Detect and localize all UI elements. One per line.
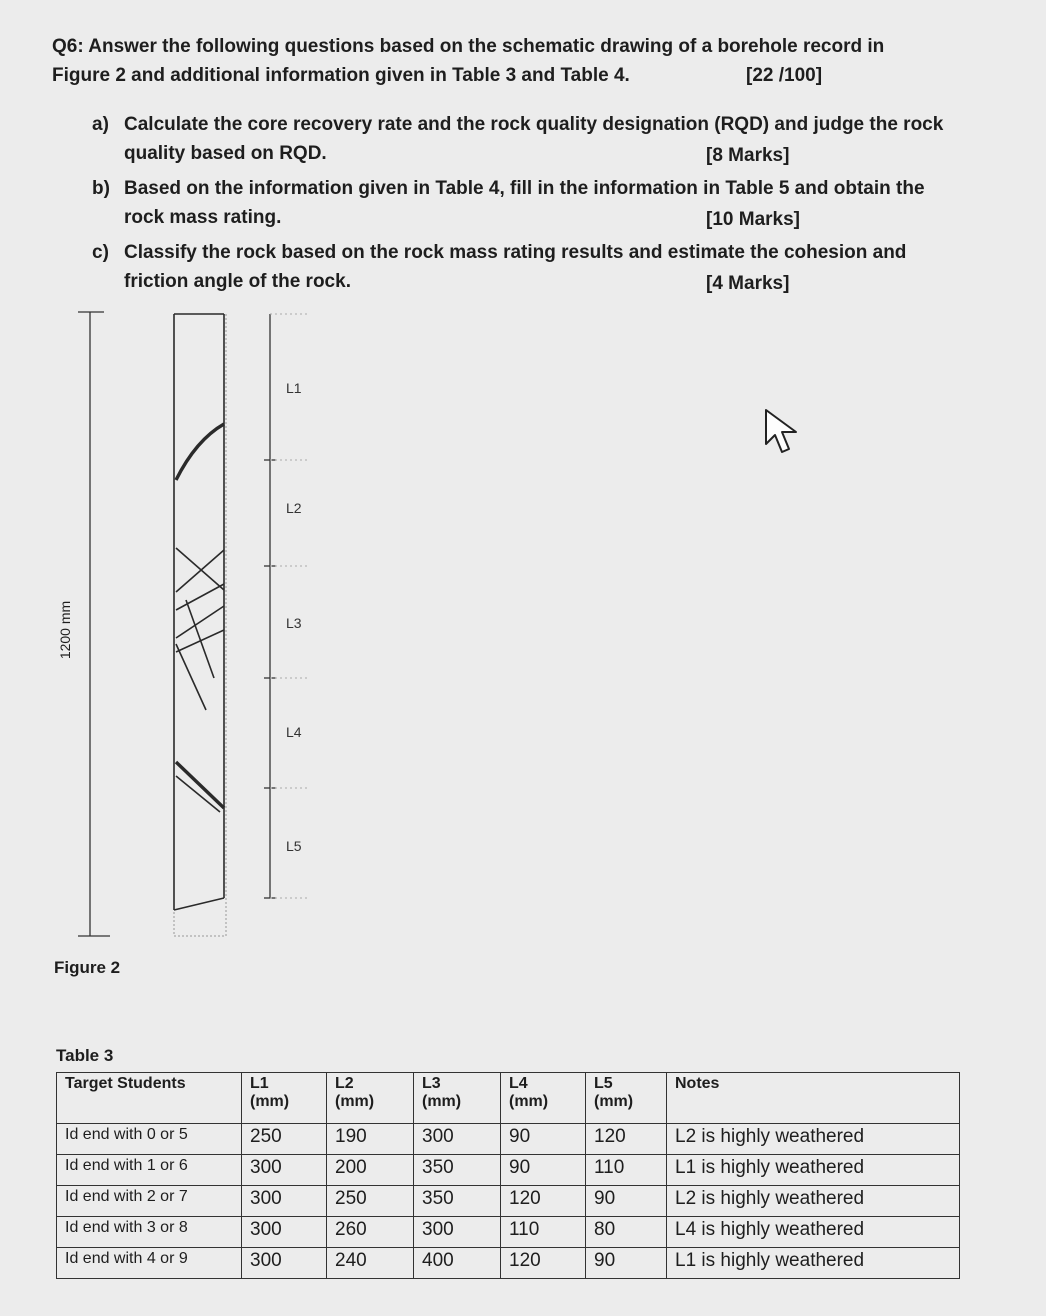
segment-label-l2: L2	[286, 500, 302, 516]
item-b	[92, 174, 1034, 232]
cell-l1: 300	[242, 1248, 327, 1279]
cell-l1: 300	[242, 1217, 327, 1248]
table3-title: Table 3	[56, 1046, 114, 1065]
figure-caption: Figure 2	[54, 958, 121, 977]
cell-l2: 250	[327, 1186, 414, 1217]
item-c	[92, 238, 1034, 296]
item-b-marks: [10 Marks]	[706, 209, 800, 230]
cell-l4: 110	[501, 1217, 586, 1248]
core-column	[174, 314, 224, 910]
question-marks: [22 /100]	[746, 65, 823, 86]
cell-l1: 300	[242, 1155, 327, 1186]
header-l2: L2 (mm)	[327, 1073, 414, 1124]
item-c-label: c)	[92, 242, 109, 263]
item-b-line-2: rock mass rating.	[124, 207, 282, 228]
cell-target: Id end with 3 or 8	[57, 1217, 242, 1248]
cell-l3: 300	[414, 1217, 501, 1248]
cell-l3: 350	[414, 1186, 501, 1217]
cell-l2: 240	[327, 1248, 414, 1279]
dimension-line	[78, 312, 110, 936]
item-b-label: b)	[92, 178, 110, 199]
cell-l5: 120	[586, 1124, 667, 1155]
cell-l5: 80	[586, 1217, 667, 1248]
table-header-row	[57, 1073, 960, 1124]
table3	[56, 1072, 960, 1279]
cell-l3: 400	[414, 1248, 501, 1279]
item-c-line-1: Classify the rock based on the rock mass rating results and estimate the cohesion and	[124, 242, 907, 263]
header-l1: L1 (mm)	[242, 1073, 327, 1124]
table-row	[57, 1155, 960, 1186]
question-line-2: Figure 2 and additional information given in Table 3 and Table 4.	[52, 65, 630, 86]
cell-l4: 120	[501, 1248, 586, 1279]
item-c-marks: [4 Marks]	[706, 273, 790, 294]
segment-label-l5: L5	[286, 838, 302, 854]
cell-l4: 90	[501, 1155, 586, 1186]
dimension-label: 1200 mm	[57, 600, 73, 660]
item-a-line-2: quality based on RQD.	[124, 143, 327, 164]
cell-target: Id end with 2 or 7	[57, 1186, 242, 1217]
mouse-pointer-icon	[762, 406, 806, 460]
item-a	[92, 110, 1034, 168]
cell-l2: 260	[327, 1217, 414, 1248]
cell-l2: 190	[327, 1124, 414, 1155]
cell-notes: L1 is highly weathered	[667, 1248, 960, 1279]
cell-l3: 350	[414, 1155, 501, 1186]
item-a-label: a)	[92, 114, 109, 135]
header-notes: Notes	[667, 1073, 960, 1124]
cell-l2: 200	[327, 1155, 414, 1186]
question-header	[52, 32, 1012, 90]
cell-notes: L4 is highly weathered	[667, 1217, 960, 1248]
cell-target: Id end with 0 or 5	[57, 1124, 242, 1155]
cell-l4: 90	[501, 1124, 586, 1155]
cell-l5: 110	[586, 1155, 667, 1186]
cell-target: Id end with 1 or 6	[57, 1155, 242, 1186]
item-c-line-2: friction angle of the rock.	[124, 271, 351, 292]
item-b-line-1: Based on the information given in Table 4, fill in the information in Table 5 and obtain the	[124, 178, 925, 199]
table-row	[57, 1186, 960, 1217]
cell-notes: L2 is highly weathered	[667, 1124, 960, 1155]
cell-l4: 120	[501, 1186, 586, 1217]
item-a-marks: [8 Marks]	[706, 145, 790, 166]
segment-label-l4: L4	[286, 724, 302, 740]
segment-label-l3: L3	[286, 615, 302, 631]
table-row	[57, 1124, 960, 1155]
item-a-line-1: Calculate the core recovery rate and the rock quality designation (RQD) and judge the rock	[124, 114, 944, 135]
cell-l3: 300	[414, 1124, 501, 1155]
cell-l1: 300	[242, 1186, 327, 1217]
cell-l1: 250	[242, 1124, 327, 1155]
header-l4: L4 (mm)	[501, 1073, 586, 1124]
core-outline	[174, 314, 226, 936]
header-l3: L3 (mm)	[414, 1073, 501, 1124]
segment-dimension	[264, 314, 276, 898]
segment-label-l1: L1	[286, 380, 302, 396]
table-row	[57, 1217, 960, 1248]
cell-l5: 90	[586, 1186, 667, 1217]
question-line-1: Q6: Answer the following questions based on the schematic drawing of a borehole record in	[52, 36, 885, 57]
header-target-students: Target Students	[57, 1073, 242, 1124]
cell-target: Id end with 4 or 9	[57, 1248, 242, 1279]
header-l5: L5 (mm)	[586, 1073, 667, 1124]
cell-notes: L2 is highly weathered	[667, 1186, 960, 1217]
cell-l5: 90	[586, 1248, 667, 1279]
cell-notes: L1 is highly weathered	[667, 1155, 960, 1186]
table-row	[57, 1248, 960, 1279]
